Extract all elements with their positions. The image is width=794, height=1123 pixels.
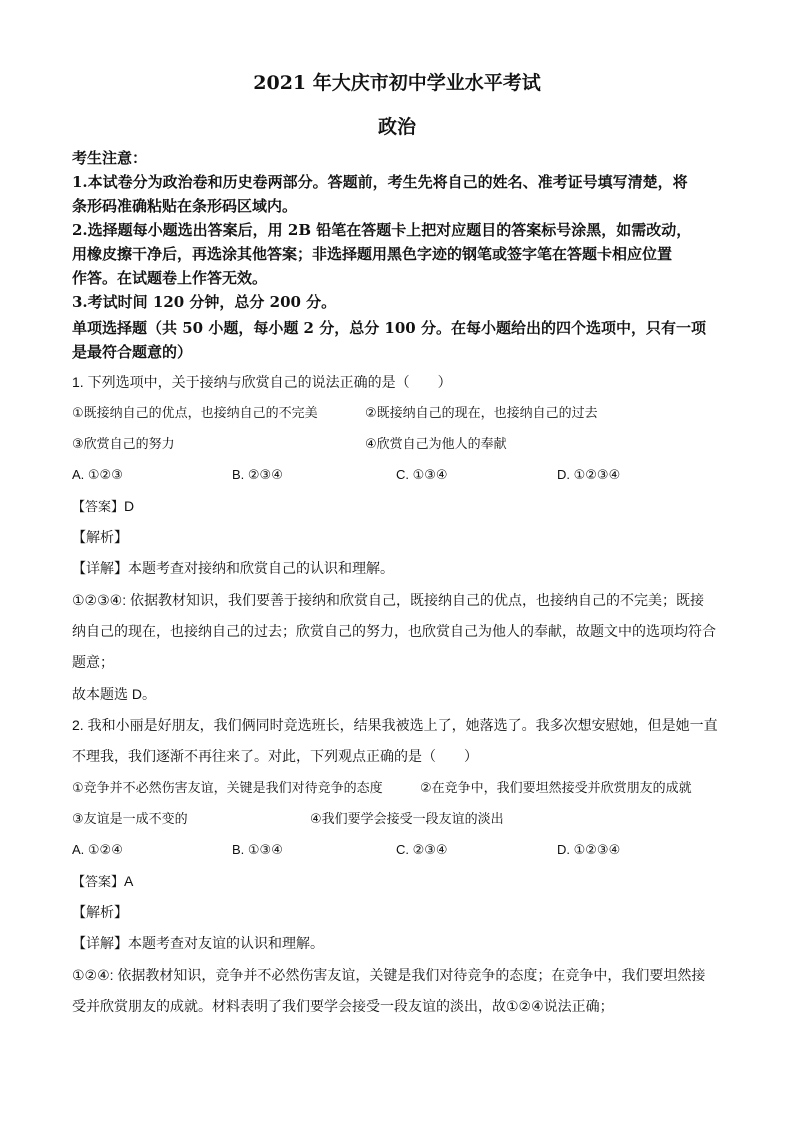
section-instruction: 是最符合题意的）: [72, 343, 193, 361]
explain-line: ①②④: 依据教材知识，竞争并不必然伤害友谊，关键是我们对待竞争的态度；在竞争中，我们要坦然接: [72, 967, 706, 983]
detail-tag: 【详解】: [72, 560, 128, 576]
answer-tag: 【答案】: [72, 874, 125, 889]
explain-line: ①②③④: 依据教材知识，我们要善于接纳和欣赏自己，既接纳自己的优点，也接纳自己的不完美；既接: [72, 592, 704, 608]
notice-line: 作答。在试题卷上作答无效。: [72, 269, 268, 287]
explain-line: 题意；: [72, 654, 114, 670]
choice-d: D. ①②③④: [557, 467, 621, 482]
choice-c: C. ②③④: [396, 842, 448, 857]
statement: ②在竞争中，我们要坦然接受并欣赏朋友的成就: [420, 780, 692, 795]
statement: ③友谊是一成不变的: [72, 811, 188, 826]
explain-line: 纳自己的现在，也接纳自己的过去；欣赏自己的努力，也欣赏自己为他人的奉献，故题文中的选项均符合: [72, 623, 716, 639]
analysis-tag: 【解析】: [72, 904, 128, 920]
choice-d: D. ①②③④: [557, 842, 621, 857]
notice-line: 1.本试卷分为政治卷和历史卷两部分。答题前，考生先将自己的姓名、准考证号填写清楚，将: [72, 173, 688, 191]
notice-line: 用橡皮擦干净后，再选涂其他答案；非选择题用黑色字迹的钢笔或签字笔在答题卡相应位置: [72, 245, 673, 263]
statement: ①竞争并不必然伤害友谊，关键是我们对待竞争的态度: [72, 780, 383, 795]
notice-heading: 考生注意：: [72, 149, 148, 167]
detail-text: 本题考查对友谊的认识和理解。: [128, 935, 324, 951]
detail-line: [72, 558, 394, 578]
choice-b: B. ②③④: [232, 467, 283, 482]
choice-b: B. ①③④: [232, 842, 283, 857]
question-stem: 2. 我和小丽是好朋友，我们俩同时竞选班长，结果我被选上了，她落选了。我多次想安慰她，但是她一直: [72, 717, 718, 733]
exam-title: 2021 年大庆市初中学业水平考试: [253, 72, 541, 94]
notice-line: 2.选择题每小题选出答案后，用 2B 铅笔在答题卡上把对应题目的答案标号涂黑，如需改动，: [72, 221, 692, 239]
statement: ④欣赏自己为他人的奉献: [365, 436, 507, 451]
statement: ①既接纳自己的优点，也接纳自己的不完美: [72, 405, 318, 420]
detail-text: 本题考查对接纳和欣赏自己的认识和理解。: [128, 560, 394, 576]
choice-a: A. ①②③: [72, 467, 123, 482]
notice-line: 3.考试时间 120 分钟，总分 200 分。: [72, 293, 337, 311]
statement: ④我们要学会接受一段友谊的淡出: [310, 811, 504, 826]
notice-line: 条形码准确粘贴在条形码区域内。: [72, 197, 298, 215]
answer-value: A: [124, 873, 134, 889]
answer-line: [72, 496, 134, 517]
answer-line: [72, 871, 133, 892]
section-instruction: 单项选择题（共 50 小题，每小题 2 分，总分 100 分。在每小题给出的四个选项中，只有一项: [72, 319, 706, 337]
explain-line: 受并欣赏朋友的成就。材料表明了我们要学会接受一段友谊的淡出，故①②④说法正确；: [72, 998, 614, 1014]
statement: ②既接纳自己的现在，也接纳自己的过去: [365, 405, 598, 420]
analysis-tag: 【解析】: [72, 529, 128, 545]
answer-value: D: [124, 498, 135, 514]
question-stem: 1. 下列选项中，关于接纳与欣赏自己的说法正确的是（ ）: [72, 374, 452, 390]
explain-line: 故本题选 D。: [72, 686, 156, 702]
detail-line: [72, 933, 324, 953]
detail-tag: 【详解】: [72, 935, 128, 951]
statement: ③欣赏自己的努力: [72, 436, 175, 451]
choice-c: C. ①③④: [396, 467, 448, 482]
question-stem: 不理我，我们逐渐不再往来了。对此，下列观点正确的是（ ）: [72, 748, 478, 764]
subject-title: 政治: [377, 116, 416, 138]
answer-tag: 【答案】: [72, 499, 125, 514]
choice-a: A. ①②④: [72, 842, 123, 857]
